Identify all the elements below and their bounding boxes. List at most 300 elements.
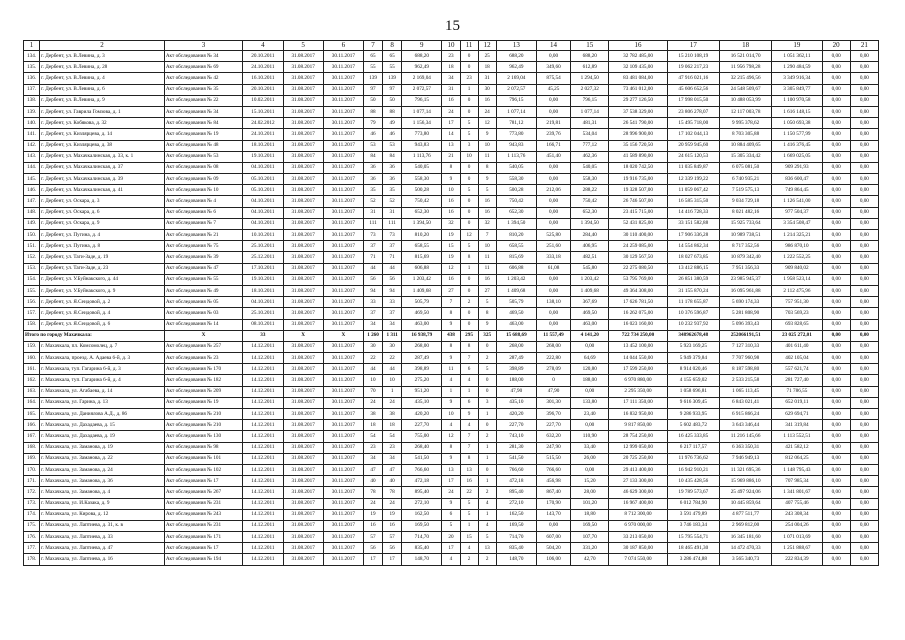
table-cell: 0,00 [822, 106, 850, 117]
table-cell: 402 105,04 [772, 353, 822, 364]
table-cell: 64,69 [571, 353, 609, 364]
table-cell: 1 [460, 84, 478, 95]
table-row [24, 364, 879, 375]
table-cell: 14 554 862,34 [667, 241, 719, 252]
table-cell: 558,30 [571, 174, 609, 185]
table-cell: 0 [460, 162, 478, 173]
table-cell: 1 100 970,58 [772, 95, 822, 106]
table-cell: г. Дербент, ул. Я.Сеидовой, д. 2 [40, 297, 165, 308]
table-cell: 341 319,84 [772, 420, 822, 431]
table-cell: 652 019,11 [772, 397, 822, 408]
table-cell: Акт обследования № 48 [164, 140, 242, 151]
column-header: 10 [442, 41, 460, 51]
table-cell: 31.08.2017 [283, 409, 323, 420]
table-cell: 04.10.2011 [243, 297, 283, 308]
table-cell: Акт обследования № 22 [164, 95, 242, 106]
table-cell: 30.11.2017 [323, 162, 363, 173]
table-cell: 1 394,50 [571, 218, 609, 229]
table-cell: 30.11.2017 [323, 409, 363, 420]
table-cell: 3 746 183,34 [667, 520, 719, 531]
column-header: 16 [609, 41, 667, 51]
table-cell: 295 [460, 330, 478, 341]
table-cell: 406,95 [571, 241, 609, 252]
table-cell: Акт обследования № 34 [164, 106, 242, 117]
table-cell: 44 [383, 364, 402, 375]
table-cell: 796,15 [496, 95, 536, 106]
table-cell: 15 925 733,64 [719, 218, 771, 229]
table-cell: 1 341 801,67 [772, 487, 822, 498]
table-cell: 143. [24, 151, 40, 162]
table-cell: 1 260 [363, 330, 382, 341]
table-cell: 4 [460, 420, 478, 431]
table-cell: 41 589 890,00 [609, 151, 667, 162]
table-cell: г. Дербент, ул. В.Левина, д. 4 [40, 73, 165, 84]
table-cell: 23 [442, 51, 460, 62]
table-cell: 6 217 117,57 [667, 442, 719, 453]
table-cell: 169,50 [402, 520, 442, 531]
table-cell: 13 [478, 543, 496, 554]
table-row [24, 129, 879, 140]
table-cell: 23 [383, 442, 402, 453]
table-row [24, 252, 879, 263]
table-cell: г. Дербент, ул. В.Левина, д. 28 [40, 62, 165, 73]
table-cell: 30.11.2017 [323, 51, 363, 62]
table-cell: 33 [363, 297, 382, 308]
table-cell: 222 834,39 [772, 554, 822, 565]
table-cell: 33 151 582,88 [667, 218, 719, 229]
table-cell: 0,00 [822, 162, 850, 173]
table-cell: г. Дербент, ул. Пугина, д. 8 [40, 241, 165, 252]
table-cell: 0,00 [536, 218, 570, 229]
table-cell: 0 [460, 95, 478, 106]
table-row [24, 554, 879, 565]
table-cell: 349,60 [536, 62, 570, 73]
table-cell: 16 [460, 476, 478, 487]
table-cell: 156. [24, 297, 40, 308]
table-cell: 169,50 [571, 520, 609, 531]
table-cell: 35 [363, 185, 382, 196]
table-cell: 20.10.2011 [243, 84, 283, 95]
table-cell: 540,05 [571, 162, 609, 173]
table-cell: 14.12.2011 [243, 464, 283, 475]
table-cell: 8 [460, 341, 478, 352]
table-cell: 31.08.2017 [283, 73, 323, 84]
table-cell: 5 [460, 129, 478, 140]
table-cell: 17 111 350,00 [609, 397, 667, 408]
table-cell: 9 [442, 498, 460, 509]
table-cell: 2 [478, 353, 496, 364]
table-cell: 0 [460, 207, 478, 218]
table-cell: г. Дербент, ул. У.Буйнакского, д. 44 [40, 274, 165, 285]
table-cell: 5 690 174,33 [719, 297, 771, 308]
table-cell: Акт обследования № 170 [164, 364, 242, 375]
table-cell: 97 [383, 84, 402, 95]
table-cell: Акт обследования № 19 [164, 129, 242, 140]
table-cell: 139 [363, 73, 382, 84]
table-cell: 7 [460, 431, 478, 442]
table-cell: 30.11.2017 [323, 554, 363, 565]
table-cell: 36 [383, 162, 402, 173]
table-cell: 178. [24, 554, 40, 565]
table-cell: 0,00 [822, 274, 850, 285]
table-cell: 152. [24, 252, 40, 263]
table-cell: 268,40 [402, 442, 442, 453]
table-cell: 24 [363, 397, 382, 408]
table-cell: 8 [478, 308, 496, 319]
table-cell: 462,36 [571, 151, 609, 162]
table-cell: 9 [442, 453, 460, 464]
table-cell: 30.11.2017 [323, 498, 363, 509]
table-cell: 0,00 [850, 543, 878, 554]
table-row [24, 230, 879, 241]
table-cell: 73 [383, 230, 402, 241]
table-cell: 30.11.2017 [323, 129, 363, 140]
table-cell: 16 [363, 520, 382, 531]
table-cell: 30.11.2017 [323, 185, 363, 196]
table-cell: 239,76 [536, 129, 570, 140]
table-cell: 1 077,14 [402, 106, 442, 117]
table-cell: 31.08.2017 [283, 174, 323, 185]
table-cell: 2 072,57 [402, 84, 442, 95]
table-cell: Акт обследования № 231 [164, 498, 242, 509]
table-cell: 36 [363, 174, 382, 185]
table-cell: 13 [442, 464, 460, 475]
table-row [24, 476, 879, 487]
table-cell: 2 112 475,96 [772, 285, 822, 296]
table-cell: Акт обследования № 4 [164, 196, 242, 207]
table-cell: г. Махачкала, ул. Агабаева, д. 14 [40, 386, 165, 397]
table-cell: 106,00 [536, 554, 570, 565]
table-cell: 703 569,23 [772, 308, 822, 319]
table-cell: 162,50 [402, 509, 442, 520]
table-cell: г. Дербент, ул. Гаврила Гомзова, д. 1 [40, 106, 165, 117]
table-cell: 163. [24, 386, 40, 397]
table-cell: 0,00 [850, 62, 878, 73]
table-cell: 1 148 795,43 [772, 464, 822, 475]
table-cell: 145. [24, 174, 40, 185]
table-cell: 8 [442, 162, 460, 173]
table-cell: 10 435 428,56 [667, 476, 719, 487]
table-cell: Акт обследования № 171 [164, 532, 242, 543]
table-cell: 53 795 769,00 [609, 274, 667, 285]
table-cell: 31.08.2017 [283, 476, 323, 487]
table-cell: 658,55 [402, 241, 442, 252]
table-cell: 16 832 950,00 [609, 409, 667, 420]
table-cell: 0,00 [850, 185, 878, 196]
table-row [24, 174, 879, 185]
table-cell: 1 065 113,45 [719, 386, 771, 397]
table-cell: 0,00 [822, 84, 850, 95]
table-cell: 12 [478, 118, 496, 129]
column-header: 21 [850, 41, 878, 51]
table-cell: 151. [24, 241, 40, 252]
table-cell: 7 [460, 442, 478, 453]
table-cell: 19 [442, 252, 460, 263]
table-cell: 73 461 012,00 [609, 84, 667, 95]
table-cell: 56 [363, 274, 382, 285]
table-cell: Акт обследования № 75 [164, 241, 242, 252]
table-cell: 1 [478, 476, 496, 487]
table-cell: 30.11.2017 [323, 297, 363, 308]
table-cell: Акт обследования № 231 [164, 520, 242, 531]
table-cell: 0,00 [822, 431, 850, 442]
table-cell: г. Махачкала, ул. Заманова, д. 24 [40, 464, 165, 475]
table-cell: 19 [383, 509, 402, 520]
table-cell: Акт обследования № 209 [164, 386, 242, 397]
table-cell: 8 [442, 308, 460, 319]
table-cell: г. Махачкала, туп. Гагарина 6-й, д. 3 [40, 364, 165, 375]
table-cell: 6 740 935,21 [719, 174, 771, 185]
table-row [24, 520, 879, 531]
table-cell: 0 [478, 341, 496, 352]
table-cell: 169,50 [496, 520, 536, 531]
table-cell: 28 754 250,00 [609, 431, 667, 442]
table-cell: 12 [442, 431, 460, 442]
table-cell: 749 864,45 [772, 185, 822, 196]
table-cell: 0,00 [850, 476, 878, 487]
table-cell: 0,00 [850, 162, 878, 173]
table-cell: 0,00 [850, 341, 878, 352]
table-cell: 4 [478, 498, 496, 509]
table-cell: 24 [363, 498, 382, 509]
table-cell: 11 [478, 252, 496, 263]
table-cell: 148. [24, 207, 40, 218]
table-cell: Акт обследования № 6 [164, 207, 242, 218]
table-cell: 30.11.2017 [323, 62, 363, 73]
table-cell: 773,80 [496, 129, 536, 140]
table-cell: 139 [383, 73, 402, 84]
table-cell: Акт обследования № 101 [164, 453, 242, 464]
table-cell: 28,00 [571, 487, 609, 498]
table-cell: 1 [442, 386, 460, 397]
table-cell: 14 416 728,33 [667, 207, 719, 218]
column-header: 11 [460, 41, 478, 51]
table-cell: 0,00 [822, 118, 850, 129]
table-cell: 24 [383, 498, 402, 509]
table-cell: 149. [24, 218, 40, 229]
table-cell: 7 707 960,98 [719, 353, 771, 364]
table-cell: 0,00 [822, 386, 850, 397]
table-cell: 15 [460, 532, 478, 543]
table-cell: 943,83 [402, 140, 442, 151]
table-cell: 30.11.2017 [323, 84, 363, 95]
table-cell: 24.10.2011 [243, 62, 283, 73]
table-cell: 420,20 [496, 409, 536, 420]
table-cell: 31.08.2017 [283, 140, 323, 151]
table-cell: 0,00 [822, 330, 850, 341]
table-cell: 24 548 509,67 [719, 84, 771, 95]
table-cell: г. Дербент, ул. Махачкалинская, д. 37 [40, 162, 165, 173]
table-cell: 31.08.2017 [283, 532, 323, 543]
table-cell: 31.08.2017 [283, 353, 323, 364]
table-cell: 500,28 [496, 185, 536, 196]
table-cell: 31.08.2017 [283, 84, 323, 95]
table-cell: 27 [478, 285, 496, 296]
table-cell: 5 [460, 118, 478, 129]
table-cell: 0,00 [850, 498, 878, 509]
table-cell: 435,10 [496, 397, 536, 408]
table-cell: 33,40 [571, 442, 609, 453]
table-cell: 0,00 [822, 174, 850, 185]
table-cell: 0,00 [822, 476, 850, 487]
table-cell: 97 [363, 84, 382, 95]
table-cell: 545,80 [571, 263, 609, 274]
table-cell: 268,00 [496, 341, 536, 352]
table-cell: 16 [442, 196, 460, 207]
table-cell: 79 [363, 118, 382, 129]
table-cell: 469,50 [402, 308, 442, 319]
table-cell: 31.08.2017 [283, 62, 323, 73]
table-cell: 155. [24, 285, 40, 296]
table-cell: 1 394,50 [496, 218, 536, 229]
table-cell: 31.08.2017 [283, 230, 323, 241]
table-cell: 0,00 [850, 397, 878, 408]
table-cell: 52 [363, 196, 382, 207]
table-cell: 37 [383, 308, 402, 319]
table-cell: 0,00 [822, 241, 850, 252]
table-cell: 24 [383, 397, 402, 408]
table-cell: Акт обследования № 34 [164, 51, 242, 62]
table-cell: 17 626 781,50 [609, 297, 667, 308]
table-cell: г. Махачкала, ул. И.Казака, д. 9 [40, 498, 165, 509]
table-cell: Акт обследования № 69 [164, 62, 242, 73]
table-cell: 23 025 272,01 [772, 330, 822, 341]
table-cell: 396,70 [536, 409, 570, 420]
table-cell: 0 [460, 308, 478, 319]
table-cell: 420,20 [402, 409, 442, 420]
table-cell: г. Махачкала, ул. Лаптиева, д. 33 [40, 532, 165, 543]
table-cell: 0,00 [822, 409, 850, 420]
table-cell: 26 541 790,00 [609, 118, 667, 129]
table-cell: 558,30 [496, 174, 536, 185]
table-cell: 835,40 [402, 543, 442, 554]
table-cell: 0 [460, 106, 478, 117]
table-cell: 0,00 [536, 520, 570, 531]
table-cell: 10 [363, 375, 382, 386]
table-cell: Акт обследования № 10 [164, 185, 242, 196]
column-header: 17 [667, 41, 719, 51]
table-cell: г. Махачкала, ул. Заманова, д. 4 [40, 487, 165, 498]
table-cell: 5 [460, 185, 478, 196]
table-cell: 16 [442, 274, 460, 285]
table-cell: 962,49 [402, 62, 442, 73]
table-cell: Акт обследования № 102 [164, 464, 242, 475]
table-cell: 0,00 [822, 397, 850, 408]
table-row [24, 274, 879, 285]
table-cell: 18 027 673,85 [667, 252, 719, 263]
column-header: 13 [496, 41, 536, 51]
table-cell: 1 113 552,51 [772, 431, 822, 442]
table-cell: 16 585 315,50 [667, 196, 719, 207]
table-cell: 463,00 [571, 319, 609, 330]
table-cell: Акт обследования № 49 [164, 285, 242, 296]
table-cell: 30 110 400,00 [609, 230, 667, 241]
table-cell: 0,00 [850, 554, 878, 565]
table-cell: 7 [460, 353, 478, 364]
table-cell: 11 [442, 364, 460, 375]
table-cell: г. Махачкала, ул. Гарина, д. 13 [40, 397, 165, 408]
table-cell: 05.10.2011 [243, 174, 283, 185]
table-cell: 0,00 [850, 409, 878, 420]
table-cell: 652,30 [402, 207, 442, 218]
table-cell: 0,00 [822, 129, 850, 140]
table-cell: 0,00 [850, 252, 878, 263]
table-cell: 1 203,42 [496, 274, 536, 285]
table-cell: X [283, 330, 323, 341]
table-cell: 24 615 120,53 [667, 151, 719, 162]
table-cell: 30.11.2017 [323, 95, 363, 106]
table-cell: 1 251 888,67 [772, 543, 822, 554]
table-cell: 909 840,02 [772, 263, 822, 274]
table-row [24, 151, 879, 162]
table-cell: 287,49 [496, 353, 536, 364]
table-cell: 1 409,68 [496, 285, 536, 296]
table-cell: 22 275 080,50 [609, 263, 667, 274]
table-cell: 977 504,37 [772, 207, 822, 218]
table-cell: 0 [460, 51, 478, 62]
table-cell: 1 [460, 520, 478, 531]
table-cell: 146. [24, 185, 40, 196]
table-cell: 0 [460, 218, 478, 229]
table-cell: 1 077,14 [571, 106, 609, 117]
column-header: 9 [402, 41, 442, 51]
table-cell: 12 999 050,00 [609, 442, 667, 453]
table-cell: 57 [383, 532, 402, 543]
table-cell: г. Махачкала, проезд. А. Адаева 6-й, д. 3 [40, 353, 165, 364]
table-cell: 227,70 [536, 420, 570, 431]
table-cell: 19 328 507,00 [609, 185, 667, 196]
table-cell: 0 [460, 319, 478, 330]
table-cell: 177. [24, 543, 40, 554]
table-cell: 08.10.2011 [243, 319, 283, 330]
table-cell: 47 916 021,16 [667, 73, 719, 84]
table-cell: 10 884 409,65 [719, 140, 771, 151]
table-cell: 14.12.2011 [243, 375, 283, 386]
table-cell: 45 606 652,56 [667, 84, 719, 95]
table-cell: 9 [442, 174, 460, 185]
table-cell: 1 [478, 509, 496, 520]
table-cell: 23 806 278,07 [667, 106, 719, 117]
table-cell: 159. [24, 341, 40, 352]
table-cell: 14.12.2011 [243, 386, 283, 397]
table-cell: г. Дербент, ул. Оскара, д. 3 [40, 196, 165, 207]
table-cell: 31.08.2017 [283, 453, 323, 464]
table-cell: 540,05 [402, 162, 442, 173]
table-cell: 139. [24, 106, 40, 117]
table-cell: 9 995 378,62 [719, 118, 771, 129]
table-cell: 243 308,34 [772, 509, 822, 520]
table-cell: 14 044 550,00 [609, 353, 667, 364]
table-cell: 14.12.2011 [243, 498, 283, 509]
table-cell: 20.10.2011 [243, 51, 283, 62]
table-cell: 0,00 [822, 464, 850, 475]
table-cell: 54 [363, 431, 382, 442]
table-cell: 810,20 [402, 230, 442, 241]
table-cell: 7 946 949,13 [719, 453, 771, 464]
table-cell: 407 755,46 [772, 498, 822, 509]
table-cell: 24 [442, 487, 460, 498]
table-cell: 56 [383, 274, 402, 285]
table-cell: г. Махачкала, ул. Лаптиева, д. 47 [40, 543, 165, 554]
table-cell: 810,20 [496, 230, 536, 241]
column-header: 4 [243, 41, 283, 51]
column-header: 2 [40, 41, 165, 51]
table-row [24, 297, 879, 308]
column-header: 8 [383, 41, 402, 51]
table-cell: 31.08.2017 [283, 241, 323, 252]
table-cell: 31.08.2017 [283, 207, 323, 218]
table-row [24, 386, 879, 397]
